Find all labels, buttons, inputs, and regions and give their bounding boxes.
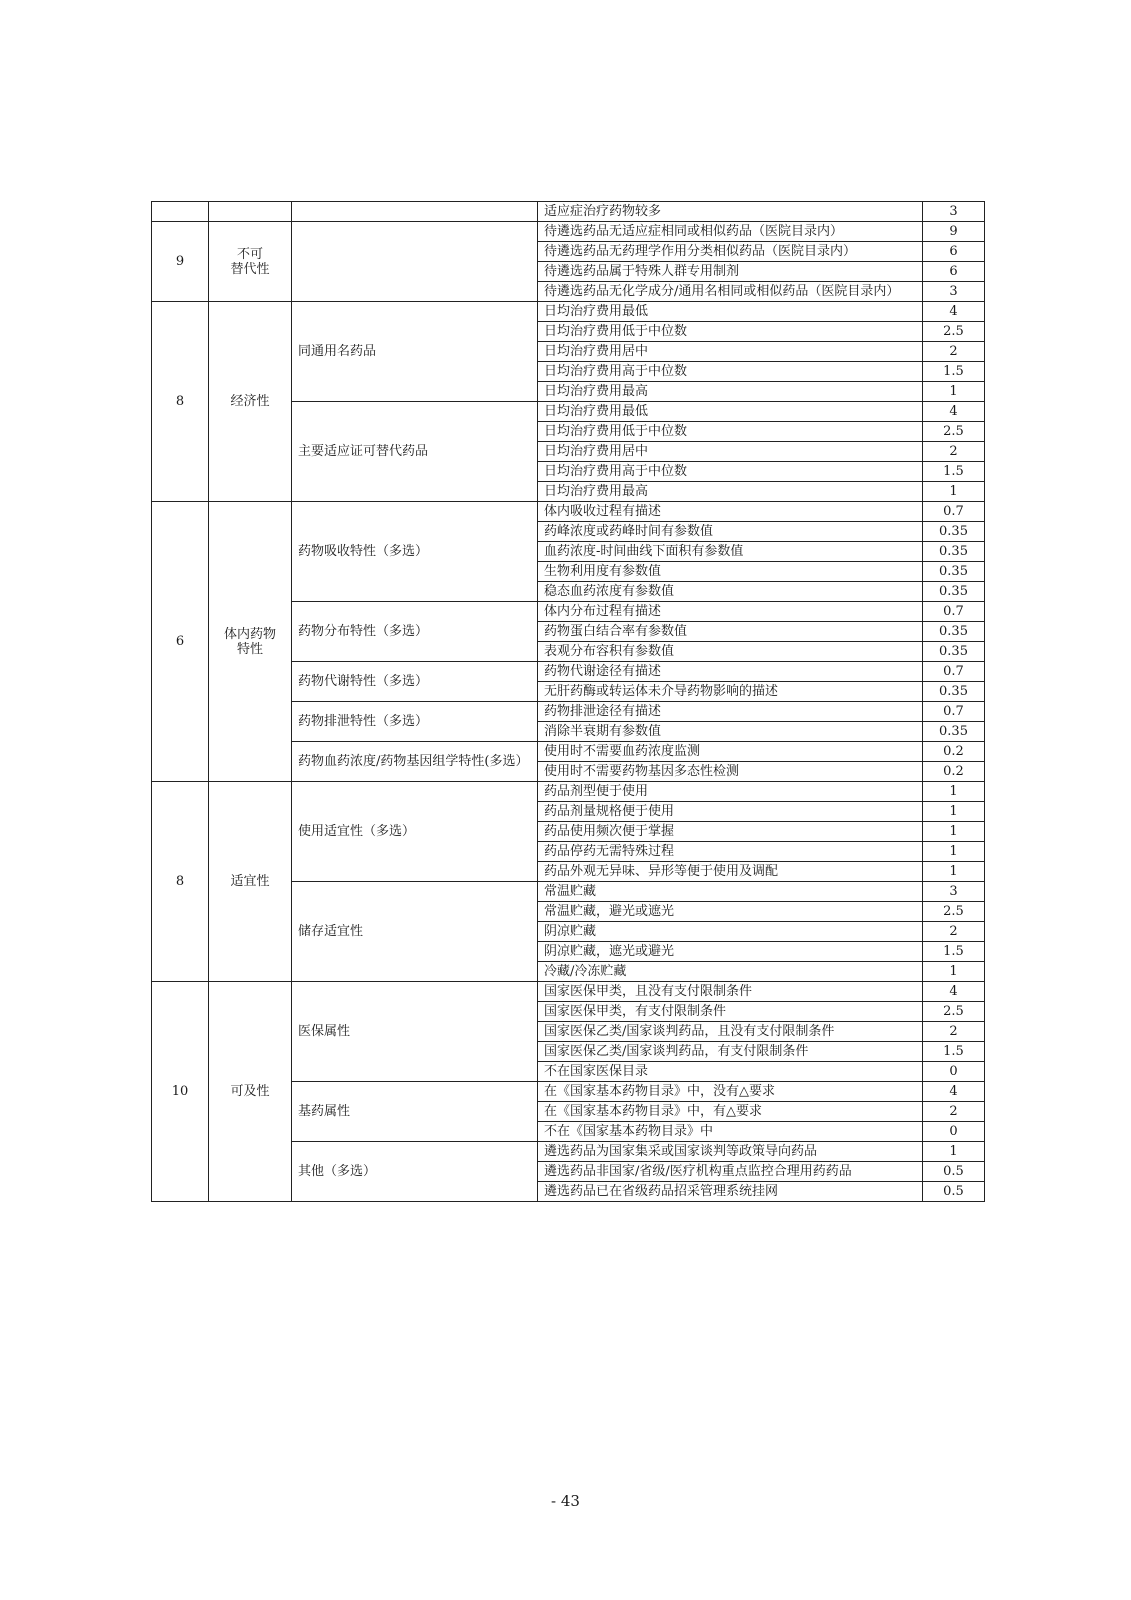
sub-indicator: 药物代谢特性（多选）	[292, 662, 538, 702]
criterion: 体内吸收过程有描述	[538, 502, 923, 522]
points: 1	[923, 862, 985, 882]
criterion: 国家医保甲类，且没有支付限制条件	[538, 982, 923, 1002]
points: 0.35	[923, 622, 985, 642]
criterion: 药品剂型便于使用	[538, 782, 923, 802]
points: 2	[923, 1102, 985, 1122]
points: 2.5	[923, 902, 985, 922]
criterion: 日均治疗费用居中	[538, 442, 923, 462]
points: 2	[923, 342, 985, 362]
criterion: 日均治疗费用最高	[538, 482, 923, 502]
sub-indicator: 药物排泄特性（多选）	[292, 702, 538, 742]
table-row	[152, 782, 985, 802]
points: 1	[923, 822, 985, 842]
criterion: 日均治疗费用高于中位数	[538, 362, 923, 382]
criterion: 日均治疗费用低于中位数	[538, 422, 923, 442]
points: 0.7	[923, 602, 985, 622]
sub-indicator: 基药属性	[292, 1082, 538, 1142]
sub-indicator: 药物血药浓度/药物基因组学特性(多选）	[292, 742, 538, 782]
points: 4	[923, 1082, 985, 1102]
table-row	[152, 302, 985, 322]
table-row	[152, 202, 985, 222]
criterion: 遴选药品非国家/省级/医疗机构重点监控合理用药药品	[538, 1162, 923, 1182]
points: 0.2	[923, 742, 985, 762]
points: 9	[923, 222, 985, 242]
criterion: 药物蛋白结合率有参数值	[538, 622, 923, 642]
sub-indicator: 同通用名药品	[292, 302, 538, 402]
points: 1.5	[923, 362, 985, 382]
dimension-weight: 10	[152, 982, 209, 1202]
criterion: 体内分布过程有描述	[538, 602, 923, 622]
criterion: 常温贮藏，避光或遮光	[538, 902, 923, 922]
dimension-name: 不可 替代性	[209, 222, 292, 302]
sub-indicator: 药物分布特性（多选）	[292, 602, 538, 662]
points: 0.7	[923, 662, 985, 682]
points: 0.35	[923, 562, 985, 582]
criterion: 日均治疗费用最低	[538, 302, 923, 322]
criterion: 待遴选药品无适应症相同或相似药品（医院目录内）	[538, 222, 923, 242]
points: 1	[923, 1142, 985, 1162]
criterion: 稳态血药浓度有参数值	[538, 582, 923, 602]
criterion: 使用时不需要血药浓度监测	[538, 742, 923, 762]
criterion: 使用时不需要药物基因多态性检测	[538, 762, 923, 782]
points: 0.2	[923, 762, 985, 782]
dimension-weight: 8	[152, 782, 209, 982]
sub-indicator	[292, 202, 538, 222]
points: 1	[923, 802, 985, 822]
points: 2.5	[923, 1002, 985, 1022]
points: 0.7	[923, 702, 985, 722]
criterion: 阴凉贮藏，遮光或避光	[538, 942, 923, 962]
criterion: 药品外观无异味、异形等便于使用及调配	[538, 862, 923, 882]
criterion: 待遴选药品属于特殊人群专用制剂	[538, 262, 923, 282]
criterion: 在《国家基本药物目录》中，有△要求	[538, 1102, 923, 1122]
dimension-name: 体内药物 特性	[209, 502, 292, 782]
points: 6	[923, 242, 985, 262]
criterion: 待遴选药品无化学成分/通用名相同或相似药品（医院目录内）	[538, 282, 923, 302]
criterion: 常温贮藏	[538, 882, 923, 902]
criterion: 冷藏/冷冻贮藏	[538, 962, 923, 982]
points: 0.35	[923, 522, 985, 542]
points: 1.5	[923, 942, 985, 962]
points: 1	[923, 782, 985, 802]
criterion: 国家医保乙类/国家谈判药品，有支付限制条件	[538, 1042, 923, 1062]
table-body	[152, 202, 985, 1202]
points: 0.5	[923, 1182, 985, 1202]
sub-indicator	[292, 222, 538, 302]
points: 2	[923, 442, 985, 462]
criterion: 生物利用度有参数值	[538, 562, 923, 582]
points: 2.5	[923, 422, 985, 442]
criterion: 日均治疗费用低于中位数	[538, 322, 923, 342]
points: 0.35	[923, 582, 985, 602]
criterion: 国家医保乙类/国家谈判药品，且没有支付限制条件	[538, 1022, 923, 1042]
points: 4	[923, 302, 985, 322]
criterion: 不在国家医保目录	[538, 1062, 923, 1082]
points: 2	[923, 922, 985, 942]
criterion: 日均治疗费用最高	[538, 382, 923, 402]
criterion: 阴凉贮藏	[538, 922, 923, 942]
criterion: 待遴选药品无药理学作用分类相似药品（医院目录内）	[538, 242, 923, 262]
criterion: 药物排泄途径有描述	[538, 702, 923, 722]
dimension-weight: 6	[152, 502, 209, 782]
points: 3	[923, 202, 985, 222]
points: 0.35	[923, 642, 985, 662]
scoring-table	[151, 201, 985, 1202]
criterion: 药品使用频次便于掌握	[538, 822, 923, 842]
dimension-name: 适宜性	[209, 782, 292, 982]
criterion: 药物代谢途径有描述	[538, 662, 923, 682]
points: 0	[923, 1122, 985, 1142]
criterion: 表观分布容积有参数值	[538, 642, 923, 662]
criterion: 不在《国家基本药物目录》中	[538, 1122, 923, 1142]
criterion: 遴选药品为国家集采或国家谈判等政策导向药品	[538, 1142, 923, 1162]
points: 3	[923, 882, 985, 902]
page-number: - 43	[551, 1492, 580, 1510]
points: 0.7	[923, 502, 985, 522]
criterion: 无肝药酶或转运体未介导药物影响的描述	[538, 682, 923, 702]
dimension-weight	[152, 202, 209, 222]
criterion: 药峰浓度或药峰时间有参数值	[538, 522, 923, 542]
points: 1.5	[923, 462, 985, 482]
points: 2.5	[923, 322, 985, 342]
dimension-name: 经济性	[209, 302, 292, 502]
points: 1	[923, 382, 985, 402]
criterion: 日均治疗费用最低	[538, 402, 923, 422]
sub-indicator: 医保属性	[292, 982, 538, 1082]
points: 6	[923, 262, 985, 282]
table-row	[152, 502, 985, 522]
points: 0	[923, 1062, 985, 1082]
points: 4	[923, 402, 985, 422]
points: 0.35	[923, 682, 985, 702]
criterion: 适应症治疗药物较多	[538, 202, 923, 222]
dimension-weight: 9	[152, 222, 209, 302]
table-row	[152, 222, 985, 242]
sub-indicator: 其他（多选）	[292, 1142, 538, 1202]
criterion: 日均治疗费用居中	[538, 342, 923, 362]
criterion: 血药浓度-时间曲线下面积有参数值	[538, 542, 923, 562]
points: 1.5	[923, 1042, 985, 1062]
dimension-name: 可及性	[209, 982, 292, 1202]
criterion: 消除半衰期有参数值	[538, 722, 923, 742]
points: 2	[923, 1022, 985, 1042]
sub-indicator: 主要适应证可替代药品	[292, 402, 538, 502]
points: 1	[923, 962, 985, 982]
points: 3	[923, 282, 985, 302]
table-row	[152, 982, 985, 1002]
criterion: 国家医保甲类，有支付限制条件	[538, 1002, 923, 1022]
criterion: 遴选药品已在省级药品招采管理系统挂网	[538, 1182, 923, 1202]
criterion: 药品停药无需特殊过程	[538, 842, 923, 862]
points: 4	[923, 982, 985, 1002]
criterion: 日均治疗费用高于中位数	[538, 462, 923, 482]
points: 0.5	[923, 1162, 985, 1182]
points: 1	[923, 842, 985, 862]
sub-indicator: 储存适宜性	[292, 882, 538, 982]
sub-indicator: 药物吸收特性（多选）	[292, 502, 538, 602]
criterion: 在《国家基本药物目录》中，没有△要求	[538, 1082, 923, 1102]
dimension-weight: 8	[152, 302, 209, 502]
criterion: 药品剂量规格便于使用	[538, 802, 923, 822]
sub-indicator: 使用适宜性（多选）	[292, 782, 538, 882]
points: 0.35	[923, 722, 985, 742]
dimension-name	[209, 202, 292, 222]
points: 1	[923, 482, 985, 502]
points: 0.35	[923, 542, 985, 562]
